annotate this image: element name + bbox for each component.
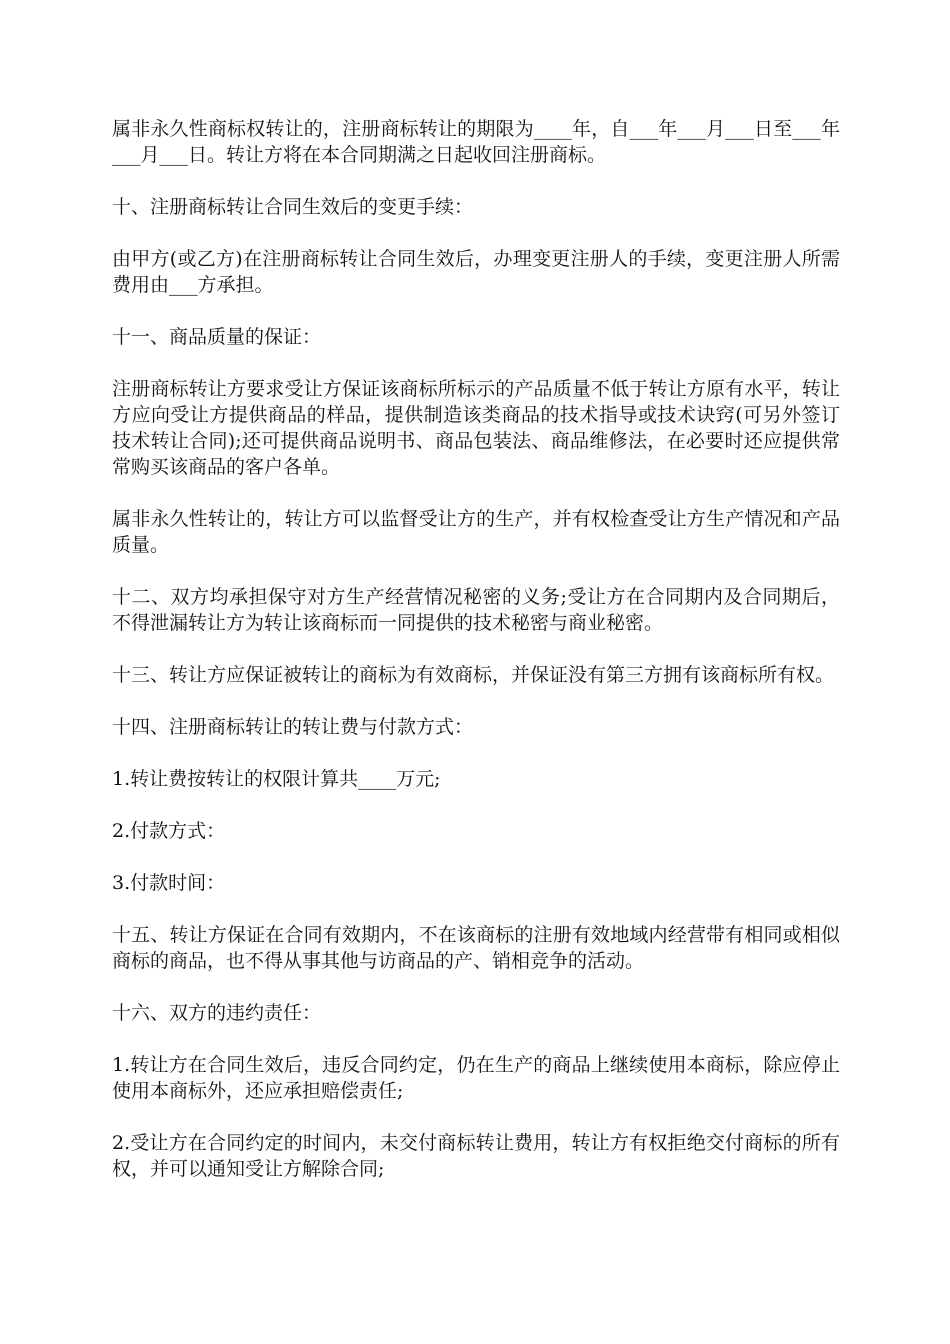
document-body — [112, 116, 840, 1208]
paragraph-quality-guarantee: 注册商标转让方要求受让方保证该商标所标示的产品质量不低于转让方原有水平，转让方应向受让方提供商品的样品，提供制造该类商品的技术指导或技术诀窍(可另外签订技术转让合同);还可提供商品说明书、商品包装法、商品维修法，在必要时还应提供常常购买该商品的客户各单。 — [112, 378, 840, 478]
heading-section-14: 十四、注册商标转让的转让费与付款方式： — [112, 716, 474, 738]
paragraph-term-period: 属非永久性商标权转让的，注册商标转让的期限为____年，自___年___月___日至___年___月___日。转让方将在本合同期满之日起收回注册商标。 — [112, 118, 840, 166]
paragraph-change-procedure: 由甲方(或乙方)在注册商标转让合同生效后，办理变更注册人的手续，变更注册人所需费用由___方承担。 — [112, 248, 840, 296]
paragraph-transferor-breach: 1.转让方在合同生效后，违反合同约定，仍在生产的商品上继续使用本商标，除应停止使用本商标外，还应承担赔偿责任; — [112, 1054, 840, 1102]
paragraph-transferee-breach: 2.受让方在合同约定的时间内，未交付商标转让费用，转让方有权拒绝交付商标的所有权，并可以通知受让方解除合同; — [112, 1132, 840, 1180]
heading-section-11: 十一、商品质量的保证： — [112, 326, 322, 348]
paragraph-supervision: 属非永久性转让的，转让方可以监督受让方的生产，并有权检查受让方生产情况和产品质量。 — [112, 508, 840, 556]
paragraph-section-13-validity: 十三、转让方应保证被转让的商标为有效商标，并保证没有第三方拥有该商标所有权。 — [112, 664, 835, 686]
heading-section-16: 十六、双方的违约责任： — [112, 1002, 322, 1024]
paragraph-section-12-confidentiality: 十二、双方均承担保守对方生产经营情况秘密的义务;受让方在合同期内及合同期后，不得泄漏转让方为转让该商标而一同提供的技术秘密与商业秘密。 — [112, 586, 840, 634]
paragraph-fee-amount: 1.转让费按转让的权限计算共____万元; — [112, 768, 441, 790]
paragraph-payment-method: 2.付款方式： — [112, 820, 226, 842]
heading-section-10: 十、注册商标转让合同生效后的变更手续： — [112, 196, 474, 218]
paragraph-payment-time: 3.付款时间： — [112, 872, 226, 894]
paragraph-section-15-noncompete: 十五、转让方保证在合同有效期内，不在该商标的注册有效地域内经营带有相同或相似商标的商品，也不得从事其他与访商品的产、销相竞争的活动。 — [112, 924, 840, 972]
